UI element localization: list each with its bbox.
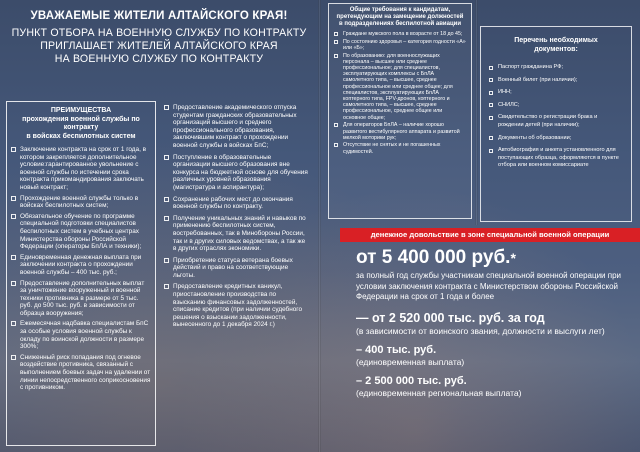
page-header	[0, 0, 318, 66]
total-pay	[356, 247, 636, 269]
list-item-text: Автобиография и анкета установленного для поступающих образца, оформляются в пункте отбора или военном комиссариате	[498, 147, 619, 169]
bullet-icon	[11, 214, 16, 219]
documents-list	[489, 64, 623, 170]
list-item	[489, 77, 623, 85]
bullet-icon	[334, 54, 338, 58]
list-item	[489, 102, 623, 110]
list-item-text: Отсутствие не снятых и не погашенных судимостей.	[343, 142, 441, 155]
page-subtitle	[0, 27, 318, 66]
title-line: в войсках беспилотных систем	[26, 132, 136, 140]
bullet-icon	[11, 255, 16, 260]
list-item-text: По состоянию здоровья – категория годности «А» или «Б»;	[343, 38, 466, 51]
bullet-icon	[489, 103, 493, 107]
bullet-icon	[334, 32, 338, 36]
list-item-text: Для операторов БпЛА – наличие хорошо развитого вестибулярного аппарата и развитой мелкой моторики рук;	[343, 122, 460, 141]
list-item-text: Паспорт гражданина РФ;	[498, 64, 563, 70]
bullet-icon	[489, 116, 493, 120]
list-item-text: Сниженный риск попадания под огневое воздействие противника, связанный с выполнением боевых задач на удалении от линии непосредственного соприкосновения с противником.	[20, 353, 151, 392]
one-time-pay-description: (единовременная выплата)	[356, 356, 465, 367]
benefits-panel	[160, 101, 314, 446]
list-item-text: ИНН;	[498, 89, 512, 96]
bullet-icon	[164, 155, 169, 160]
title-line: в подразделениях беспилотной авиации	[338, 21, 462, 27]
list-item	[164, 257, 310, 280]
list-item-text: Поступление в образовательные организации высшего образования вне конкурса на бюджетной основе для обучения различных уровней образования (магистратура и аспирантура);	[173, 153, 308, 191]
list-item	[11, 320, 151, 350]
subtitle-line: НА ВОЕННУЮ СЛУЖБУ ПО КОНТРАКТУ	[54, 53, 264, 65]
bullet-icon	[489, 149, 493, 153]
bullet-icon	[11, 147, 16, 152]
bullet-icon	[164, 258, 169, 263]
list-item-text: Единовременная денежная выплата при заключении контракта о прохождении военной службы – 400 тыс. руб.;	[20, 253, 142, 276]
list-item	[11, 195, 151, 210]
list-item	[11, 146, 151, 192]
list-item-text: Получение уникальных знаний и навыков по применению беспилотных систем, востребованных, так в Минобороны России, так и в других силовых ведомствах, а так же в других отраслях экономики.	[173, 214, 306, 253]
documents-panel	[480, 26, 632, 222]
bullet-icon	[164, 197, 169, 202]
bullet-icon	[334, 123, 338, 127]
title-line: ПРЕИМУЩЕСТВА	[50, 107, 112, 114]
list-item-text: Прохождение военной службы только в войсках беспилотных систем;	[20, 194, 139, 210]
requirements-list	[334, 31, 466, 155]
bullet-icon	[489, 136, 493, 140]
annual-pay-amount: — от 2 520 000 тыс. руб. за год	[356, 310, 545, 325]
bullet-icon	[489, 66, 493, 70]
requirements-title	[334, 7, 466, 28]
list-item	[489, 89, 623, 97]
documents-title	[489, 37, 623, 54]
list-item-text: Предоставление академического отпуска студентам гражданских образовательных организаций высшего и среднего профессионального образования, заключившим контракт о прохождении военной службы в войсках БпС;	[173, 104, 297, 149]
title-line: документов:	[534, 45, 578, 53]
list-item	[164, 283, 310, 329]
fold-line-right	[475, 0, 478, 225]
bullet-icon	[11, 321, 16, 326]
list-item	[489, 147, 623, 170]
list-item	[489, 114, 623, 129]
list-item-text: Военный билет (при наличии);	[498, 76, 578, 83]
fold-line-left	[318, 0, 321, 452]
list-item-text: Предоставление кредитных каникул, приостановление производства по взысканию финансовых задолженностей, списание кредитов (при наличии судебного решения о взыскании задолженности, вынесенного до 1 декабря 2024 г.)	[173, 283, 303, 329]
bullet-icon	[164, 216, 169, 221]
list-item	[164, 104, 310, 150]
bullet-icon	[489, 78, 493, 82]
benefits-list	[164, 104, 310, 329]
bullet-icon	[164, 284, 169, 289]
list-item-text: Заключение контракта на срок от 1 года, в котором закрепляется дополнительное условие:гарантированное увольнение с военной службы по истечении срока контракта прикомандирования заключать новый контракт;	[20, 146, 147, 191]
list-item	[334, 142, 466, 154]
pay-section	[356, 247, 636, 399]
list-item	[334, 39, 466, 51]
title-line: контракту	[63, 124, 99, 131]
subtitle-line: ПУНКТ ОТБОРА НА ВОЕННУЮ СЛУЖБУ ПО КОНТРАКТУ	[11, 27, 307, 39]
list-item	[11, 280, 151, 318]
list-item	[334, 31, 466, 37]
list-item	[11, 213, 151, 251]
bullet-icon	[334, 40, 338, 44]
page-title: УВАЖАЕМЫЕ ЖИТЕЛИ АЛТАЙСКОГО КРАЯ!	[30, 10, 288, 22]
list-item	[164, 215, 310, 253]
list-item	[334, 122, 466, 141]
list-item	[489, 135, 623, 143]
list-item	[164, 196, 310, 211]
regional-pay-amount: – 2 500 000 тыс. руб.	[356, 374, 467, 387]
title-line: прохождения военной службы по	[22, 115, 140, 123]
list-item	[164, 154, 310, 192]
bullet-icon	[164, 105, 169, 110]
total-pay-description: за полный год службы участникам специальной военной операции при условии заключения контракта с Министерством обороны Российской Федерации на срок от 1 года и более	[356, 271, 621, 301]
title-line: Перечень необходимых	[514, 37, 598, 44]
title-line: претендующим на замещение должностей	[336, 14, 464, 20]
advantages-title	[11, 107, 151, 141]
list-item-text: Обязательное обучение по программе специальной подготовки специалистов беспилотных систем в учебных центрах Министерства обороны Российской Федерации (операторы БпЛА и техники);	[20, 212, 142, 251]
list-item-text: Свидетельство о регистрации брака и рождении детей (при наличии);	[498, 114, 598, 128]
list-item-text: СНИЛС;	[498, 101, 520, 108]
list-item-text: Ежемесячная надбавка специалистам БпС за особые условия военной службы к окладу по воинской должности в размере 300%;	[20, 320, 149, 351]
bullet-icon	[489, 91, 493, 95]
list-item-text: Граждане мужского пола в возрасте от 18 до 45;	[343, 31, 463, 37]
subtitle-line: ПРИГЛАШАЕТ ЖИТЕЛЕЙ АЛТАЙСКОГО КРАЯ	[40, 40, 278, 52]
one-time-pay-amount: – 400 тыс. руб.	[356, 343, 437, 356]
list-item	[334, 53, 466, 121]
requirements-panel	[328, 3, 472, 219]
list-item-text: Предоставление дополнительных выплат за уничтожение вооруженный и военной техники противника в размере от 5 тыс. руб. до 500 тыс. руб. в зависимости от образца вооружения;	[20, 279, 145, 317]
annual-pay-description: (в зависимости от воинского звания, должности и выслуги лет)	[356, 325, 605, 336]
list-item	[11, 354, 151, 392]
advantages-list	[11, 146, 151, 392]
pay-banner: денежное довольствие в зоне специальной военной операции	[340, 228, 640, 242]
regional-pay-description: (единовременная региональная выплата)	[356, 387, 522, 398]
bullet-icon	[11, 355, 16, 360]
list-item-text: Сохранение рабочих мест до окончания военной службы по контракту.	[173, 195, 293, 211]
list-item	[489, 64, 623, 72]
bullet-icon	[334, 143, 338, 147]
bullet-icon	[11, 281, 16, 286]
list-item-text: Документы об образовании;	[498, 134, 572, 141]
list-item	[11, 254, 151, 277]
footnote-mark: *	[510, 250, 516, 266]
list-item-text: Приобретение статуса ветерана боевых действий и право на соответствующие льготы.	[173, 256, 293, 279]
title-line: Общие требования к кандидатам,	[349, 7, 451, 13]
bullet-icon	[11, 196, 16, 201]
total-pay-amount: от 5 400 000 руб.	[356, 247, 511, 268]
advantages-panel	[6, 101, 156, 446]
list-item-text: По образованию: для военнослужащих персонала – высшее или среднее профессиональное; для специалистов, эксплуатирующих комплексы с БпЛА самолетного типа, – высшее, среднее профессиональное или среднее общее; для специалистов, эксплуатирующих БпЛА коптерного типа, FPV-дронов, коптерного и самолетного типа, – высшее, среднее профессиональное, среднее общее или основное общее;	[343, 52, 453, 121]
